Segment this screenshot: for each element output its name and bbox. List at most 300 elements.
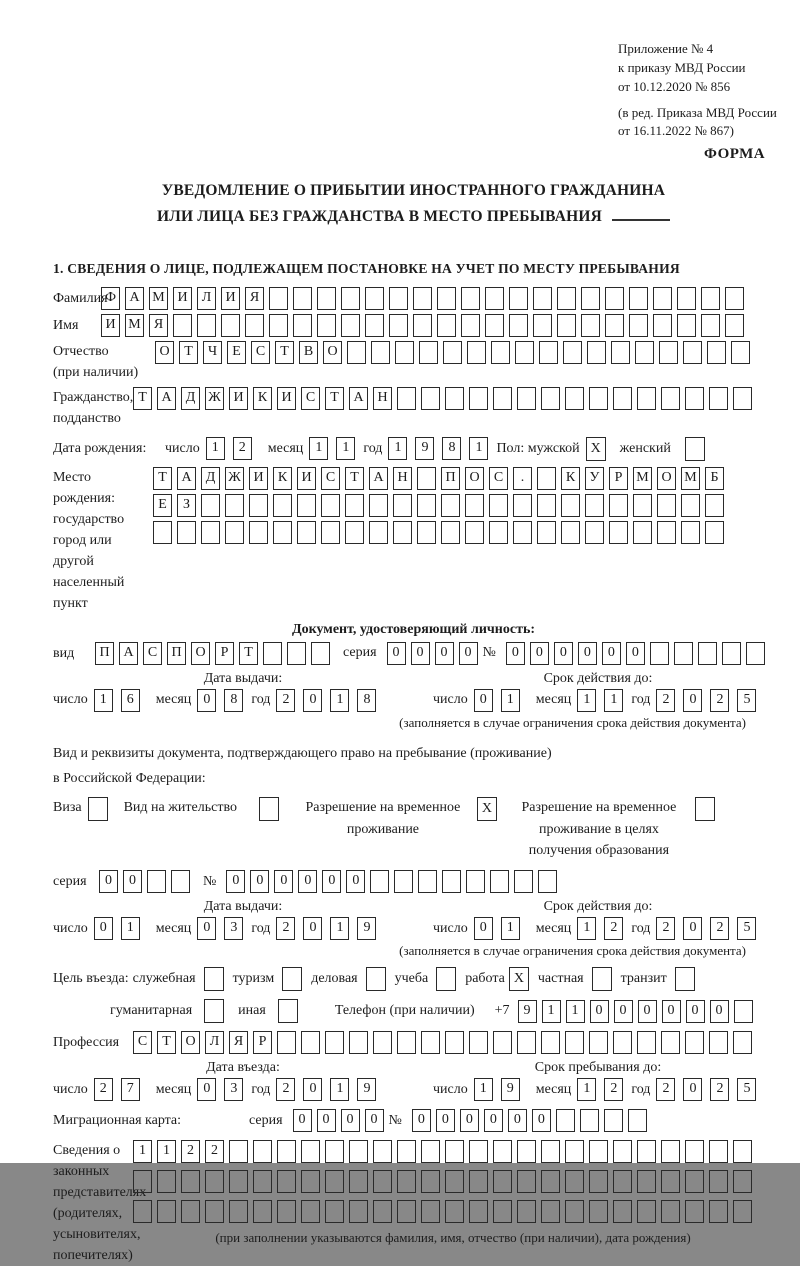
purpose-row1 xyxy=(53,967,774,991)
char-cell xyxy=(589,387,608,410)
char-cell xyxy=(565,1140,584,1163)
char-cell xyxy=(485,287,504,310)
char-cell xyxy=(517,1031,536,1054)
char-cell: А xyxy=(349,387,368,410)
char-cell: 5 xyxy=(737,689,756,712)
char-cell: 2 xyxy=(656,1078,675,1101)
char-cell xyxy=(565,387,584,410)
char-cell xyxy=(685,1031,704,1054)
char-cell xyxy=(537,521,556,544)
purpose-official-checkbox xyxy=(204,967,224,991)
char-cell xyxy=(370,870,389,893)
char-cell xyxy=(653,287,672,310)
char-cell xyxy=(589,1140,608,1163)
char-cell xyxy=(674,642,693,665)
char-cell: Т xyxy=(239,642,258,665)
char-cell xyxy=(657,494,676,517)
char-cell xyxy=(297,521,316,544)
option-label: Разрешение на временное xyxy=(521,800,677,816)
char-cell: 9 xyxy=(357,917,376,940)
char-cell xyxy=(650,642,669,665)
char-cell xyxy=(637,1140,656,1163)
char-cell xyxy=(733,1170,752,1193)
char-cell: Н xyxy=(373,387,392,410)
char-cell xyxy=(229,1200,248,1223)
char-cell: О xyxy=(191,642,210,665)
representatives-label: (родителях, xyxy=(53,1206,123,1222)
phone-prefix: +7 xyxy=(494,1003,510,1019)
char-cell: 0 xyxy=(554,642,573,665)
purpose-private-checkbox xyxy=(592,967,612,991)
char-cell: 0 xyxy=(602,642,621,665)
char-cell xyxy=(249,521,268,544)
char-cell xyxy=(538,870,557,893)
char-cell: 0 xyxy=(578,642,597,665)
month-word: месяц xyxy=(155,692,192,708)
char-cell: 0 xyxy=(590,1000,609,1023)
char-cell xyxy=(397,1170,416,1193)
char-cell xyxy=(685,1200,704,1223)
representatives-cells-row1 xyxy=(133,1140,757,1163)
char-cell: 0 xyxy=(346,870,365,893)
birth-day-cells xyxy=(206,437,260,460)
char-cell xyxy=(491,341,510,364)
char-cell: К xyxy=(253,387,272,410)
patronymic-label: Отчество xyxy=(53,343,109,359)
option-label: Виза xyxy=(53,800,82,816)
char-cell xyxy=(277,1200,296,1223)
char-cell: 1 xyxy=(94,689,113,712)
char-cell xyxy=(229,1140,248,1163)
char-cell: 0 xyxy=(197,1078,216,1101)
char-cell xyxy=(301,1200,320,1223)
char-cell: К xyxy=(561,467,580,490)
birth-place-label: населенный пункт xyxy=(53,574,125,611)
residence-series-row xyxy=(53,870,774,893)
char-cell: 0 xyxy=(411,642,430,665)
char-cell xyxy=(517,1200,536,1223)
char-cell xyxy=(345,521,364,544)
representatives-label: усыновителях, xyxy=(53,1227,141,1243)
char-cell xyxy=(441,494,460,517)
char-cell: Т xyxy=(153,467,172,490)
char-cell: А xyxy=(177,467,196,490)
section1-title: 1. СВЕДЕНИЯ О ЛИЦЕ, ПОДЛЕЖАЩЕМ ПОСТАНОВКЕ НА УЧЕТ ПО МЕСТУ ПРЕБЫВАНИЯ xyxy=(53,260,680,276)
char-cell xyxy=(225,521,244,544)
char-cell: 0 xyxy=(484,1109,503,1132)
annex-block xyxy=(618,40,777,141)
char-cell xyxy=(389,287,408,310)
char-cell: Я xyxy=(229,1031,248,1054)
doc-issue-heading: Дата выдачи: xyxy=(203,670,283,686)
char-cell: А xyxy=(157,387,176,410)
option-label: Вид на жительство xyxy=(123,800,237,816)
char-cell xyxy=(609,521,628,544)
purpose-business xyxy=(311,967,385,991)
sex-female-label: женский xyxy=(619,440,671,456)
char-cell xyxy=(469,1170,488,1193)
purpose-row2 xyxy=(53,999,774,1023)
char-cell xyxy=(539,341,558,364)
char-cell: 0 xyxy=(226,870,245,893)
char-cell: 0 xyxy=(532,1109,551,1132)
char-cell xyxy=(513,494,532,517)
char-cell xyxy=(445,1200,464,1223)
representatives-label: представителях xyxy=(53,1185,147,1201)
char-cell xyxy=(537,467,556,490)
representatives-label: законных xyxy=(53,1164,110,1180)
char-cell: 1 xyxy=(501,917,520,940)
sex-male-checkbox: X xyxy=(586,437,606,461)
residence-issue-year xyxy=(276,917,384,940)
char-cell xyxy=(556,1109,575,1132)
char-cell: 0 xyxy=(683,917,702,940)
char-cell: С xyxy=(143,642,162,665)
char-cell xyxy=(587,341,606,364)
char-cell xyxy=(373,1200,392,1223)
char-cell xyxy=(205,1170,224,1193)
birth-month-cells xyxy=(309,437,363,460)
char-cell xyxy=(397,387,416,410)
char-cell: 2 xyxy=(181,1140,200,1163)
char-cell: 1 xyxy=(501,689,520,712)
char-cell xyxy=(605,314,624,337)
char-cell: 0 xyxy=(474,917,493,940)
char-cell: 0 xyxy=(94,917,113,940)
char-cell: И xyxy=(297,467,316,490)
birth-year-cells xyxy=(388,437,496,460)
form-label: ФОРМА xyxy=(704,146,766,162)
char-cell: З xyxy=(177,494,196,517)
year-word: год xyxy=(251,920,271,936)
char-cell: 0 xyxy=(662,1000,681,1023)
char-cell xyxy=(413,287,432,310)
surname-cells xyxy=(101,287,749,310)
char-cell xyxy=(321,494,340,517)
birth-place-block xyxy=(53,467,774,614)
char-cell: 0 xyxy=(365,1109,384,1132)
residence-dates-row xyxy=(53,917,774,940)
char-cell xyxy=(394,870,413,893)
doc-series-label: серия xyxy=(343,645,377,661)
char-cell xyxy=(253,1200,272,1223)
char-cell xyxy=(581,314,600,337)
char-cell xyxy=(637,1170,656,1193)
char-cell xyxy=(609,494,628,517)
purpose-option-label: учеба xyxy=(394,971,429,987)
char-cell xyxy=(297,494,316,517)
char-cell: 3 xyxy=(224,917,243,940)
purpose-tourism-checkbox xyxy=(282,967,302,991)
char-cell: 0 xyxy=(250,870,269,893)
char-cell xyxy=(277,1031,296,1054)
char-cell xyxy=(517,1170,536,1193)
char-cell xyxy=(537,494,556,517)
char-cell: 2 xyxy=(604,1078,623,1101)
char-cell: Е xyxy=(227,341,246,364)
char-cell: Р xyxy=(609,467,628,490)
char-cell xyxy=(253,1170,272,1193)
char-cell xyxy=(685,1140,704,1163)
day-word: число xyxy=(433,1081,468,1097)
char-cell: 0 xyxy=(197,689,216,712)
char-cell xyxy=(349,1031,368,1054)
citizenship-label: Гражданство, xyxy=(53,389,134,405)
char-cell xyxy=(611,341,630,364)
doc-dates-row xyxy=(53,689,774,712)
char-cell: С xyxy=(301,387,320,410)
char-cell xyxy=(437,314,456,337)
char-cell: 1 xyxy=(133,1140,152,1163)
purpose-other xyxy=(238,999,298,1023)
char-cell: 0 xyxy=(508,1109,527,1132)
birth-place-label: государство xyxy=(53,511,125,527)
char-cell xyxy=(565,1031,584,1054)
option-label: Разрешение на временное xyxy=(305,800,461,816)
char-cell: 8 xyxy=(357,689,376,712)
char-cell xyxy=(659,341,678,364)
migration-card-row xyxy=(53,1109,774,1132)
char-cell: 5 xyxy=(737,1078,756,1101)
char-cell xyxy=(557,314,576,337)
doc-number-label: № xyxy=(482,645,496,661)
char-cell xyxy=(541,1200,560,1223)
char-cell xyxy=(301,1170,320,1193)
char-cell xyxy=(629,287,648,310)
year-word: год xyxy=(631,692,651,708)
sex-female-checkbox xyxy=(685,437,705,461)
representatives-note: (при заполнении указываются фамилия, имя, отчество (при наличии), дата рождения) xyxy=(215,1230,691,1246)
char-cell xyxy=(709,1170,728,1193)
char-cell xyxy=(273,521,292,544)
char-cell: О xyxy=(465,467,484,490)
char-cell: 2 xyxy=(94,1078,113,1101)
char-cell xyxy=(373,1170,392,1193)
char-cell: Е xyxy=(153,494,172,517)
char-cell xyxy=(698,642,717,665)
char-cell xyxy=(369,521,388,544)
char-cell xyxy=(585,494,604,517)
purpose-option-label: гуманитарная xyxy=(110,1003,193,1019)
char-cell xyxy=(493,1140,512,1163)
purpose-humanitarian xyxy=(110,999,224,1023)
surname-label: Фамилия xyxy=(53,290,108,306)
char-cell xyxy=(177,521,196,544)
patronymic-label-note: (при наличии) xyxy=(53,364,139,380)
char-cell xyxy=(633,521,652,544)
doc-issue-month xyxy=(197,689,251,712)
purpose-tourism xyxy=(233,967,303,991)
char-cell: 0 xyxy=(683,689,702,712)
char-cell xyxy=(585,521,604,544)
char-cell: 0 xyxy=(387,642,406,665)
migration-series-cells xyxy=(293,1109,389,1132)
char-cell: Т xyxy=(275,341,294,364)
char-cell xyxy=(677,314,696,337)
char-cell xyxy=(469,1140,488,1163)
char-cell xyxy=(705,521,724,544)
char-cell: О xyxy=(323,341,342,364)
char-cell: А xyxy=(125,287,144,310)
day-word: число xyxy=(53,920,88,936)
purpose-option-label: транзит xyxy=(620,971,667,987)
char-cell xyxy=(661,1200,680,1223)
char-cell: 1 xyxy=(330,1078,349,1101)
char-cell xyxy=(349,1170,368,1193)
char-cell: 0 xyxy=(683,1078,702,1101)
char-cell: А xyxy=(369,467,388,490)
char-cell xyxy=(557,287,576,310)
migration-series-label: серия xyxy=(249,1112,283,1128)
char-cell xyxy=(490,870,509,893)
char-cell: Д xyxy=(181,387,200,410)
name-cells xyxy=(101,314,749,337)
char-cell xyxy=(469,1200,488,1223)
char-cell xyxy=(317,314,336,337)
char-cell xyxy=(133,1200,152,1223)
char-cell: П xyxy=(441,467,460,490)
purpose-official xyxy=(133,967,224,991)
char-cell: 1 xyxy=(577,917,596,940)
char-cell xyxy=(466,870,485,893)
char-cell: И xyxy=(221,287,240,310)
char-cell xyxy=(418,870,437,893)
char-cell: 2 xyxy=(656,689,675,712)
char-cell xyxy=(157,1200,176,1223)
char-cell xyxy=(561,521,580,544)
char-cell: 0 xyxy=(710,1000,729,1023)
char-cell: 2 xyxy=(656,917,675,940)
char-cell: И xyxy=(229,387,248,410)
char-cell xyxy=(734,1000,753,1023)
char-cell xyxy=(681,494,700,517)
char-cell xyxy=(205,1200,224,1223)
form-title-line1: УВЕДОМЛЕНИЕ О ПРИБЫТИИ ИНОСТРАННОГО ГРАЖДАНИНА xyxy=(161,182,666,199)
birth-place-label: Место рождения: xyxy=(53,469,115,506)
char-cell: 0 xyxy=(460,1109,479,1132)
char-cell xyxy=(733,1031,752,1054)
char-cell: Р xyxy=(253,1031,272,1054)
char-cell xyxy=(253,1140,272,1163)
char-cell xyxy=(701,287,720,310)
visa-checkbox xyxy=(88,797,108,821)
char-cell xyxy=(661,1031,680,1054)
char-cell: Ж xyxy=(225,467,244,490)
char-cell: 0 xyxy=(303,1078,322,1101)
day-word: число xyxy=(53,1081,88,1097)
month-word: месяц xyxy=(535,692,572,708)
char-cell xyxy=(613,1200,632,1223)
purpose-option-label: частная xyxy=(537,971,584,987)
char-cell xyxy=(657,521,676,544)
migration-number-label: № xyxy=(388,1112,402,1128)
doc-expiry-heading: Срок действия до: xyxy=(543,670,653,686)
char-cell: 1 xyxy=(577,689,596,712)
doc-issue-day xyxy=(94,689,148,712)
citizenship-cells xyxy=(133,387,757,410)
char-cell: 3 xyxy=(224,1078,243,1101)
char-cell: 1 xyxy=(542,1000,561,1023)
form-title xyxy=(53,178,774,231)
char-cell: Н xyxy=(393,467,412,490)
char-cell: 0 xyxy=(303,917,322,940)
char-cell xyxy=(541,1170,560,1193)
char-cell xyxy=(301,1031,320,1054)
char-cell: 1 xyxy=(206,437,225,460)
char-cell xyxy=(325,1170,344,1193)
char-cell xyxy=(681,521,700,544)
year-word: год xyxy=(631,1081,651,1097)
char-cell: К xyxy=(273,467,292,490)
char-cell xyxy=(293,314,312,337)
annex-line: Приложение № 4 xyxy=(618,41,714,56)
doc-expiry-month xyxy=(577,689,631,712)
char-cell: Ф xyxy=(101,287,120,310)
char-cell xyxy=(341,314,360,337)
char-cell: 1 xyxy=(388,437,407,460)
residence-issue-month xyxy=(197,917,251,940)
char-cell xyxy=(733,1140,752,1163)
purpose-other-checkbox xyxy=(278,999,298,1023)
char-cell xyxy=(317,287,336,310)
char-cell: 0 xyxy=(435,642,454,665)
char-cell xyxy=(705,494,724,517)
doc-expiry-note: (заполняется в случае ограничения срока действия документа) xyxy=(399,714,746,730)
birth-place-cells-row3 xyxy=(153,521,729,544)
char-cell: 1 xyxy=(157,1140,176,1163)
char-cell xyxy=(613,1031,632,1054)
char-cell xyxy=(746,642,765,665)
char-cell xyxy=(397,1140,416,1163)
char-cell: 9 xyxy=(518,1000,537,1023)
char-cell: 1 xyxy=(474,1078,493,1101)
char-cell: О xyxy=(155,341,174,364)
char-cell xyxy=(565,1200,584,1223)
char-cell xyxy=(301,1140,320,1163)
char-cell: 2 xyxy=(710,917,729,940)
residence-options xyxy=(53,797,774,862)
char-cell xyxy=(465,521,484,544)
char-cell xyxy=(421,1140,440,1163)
char-cell xyxy=(389,314,408,337)
doc-issue-year xyxy=(276,689,384,712)
char-cell: Л xyxy=(205,1031,224,1054)
char-cell: С xyxy=(321,467,340,490)
char-cell xyxy=(637,1200,656,1223)
migration-number-cells xyxy=(412,1109,652,1132)
birth-place-cells-row2 xyxy=(153,494,729,517)
option-label: проживание xyxy=(346,821,420,837)
birth-place-label: город или другой xyxy=(53,532,112,569)
char-cell xyxy=(221,314,240,337)
char-cell: М xyxy=(681,467,700,490)
char-cell xyxy=(263,642,282,665)
char-cell xyxy=(133,1170,152,1193)
char-cell xyxy=(541,1031,560,1054)
char-cell xyxy=(197,314,216,337)
identity-doc-row xyxy=(53,642,774,665)
char-cell: С xyxy=(251,341,270,364)
char-cell: 0 xyxy=(474,689,493,712)
char-cell: 2 xyxy=(233,437,252,460)
char-cell: М xyxy=(125,314,144,337)
char-cell xyxy=(509,314,528,337)
char-cell xyxy=(445,1031,464,1054)
char-cell xyxy=(421,1170,440,1193)
purpose-option-label: туризм xyxy=(232,971,275,987)
char-cell xyxy=(580,1109,599,1132)
char-cell xyxy=(733,387,752,410)
